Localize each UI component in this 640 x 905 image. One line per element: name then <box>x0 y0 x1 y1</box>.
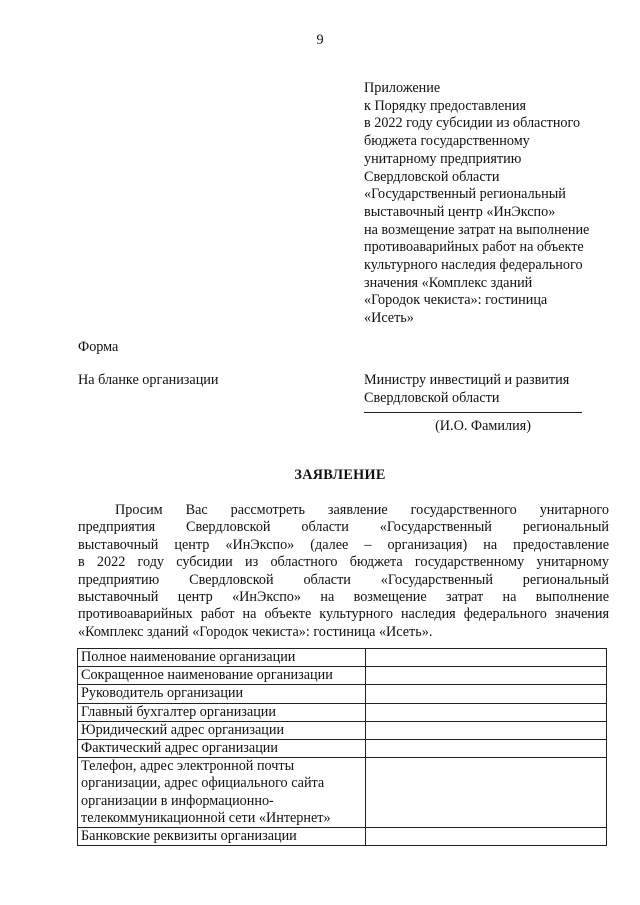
body-line: противоаварийных работ на объекте культурного наследия федерального значения <box>78 606 609 623</box>
appendix-line: выставочный центр «ИнЭкспо» <box>364 203 556 220</box>
table-label: Сокращенное наименование организации <box>78 667 366 685</box>
appendix-line: унитарному предприятию <box>364 150 522 167</box>
table-label: Руководитель организации <box>78 685 366 703</box>
recipient-line: Министру инвестиций и развития <box>364 372 570 388</box>
appendix-line: в 2022 году субсидии из областного <box>364 115 581 132</box>
appendix-line: на возмещение затрат на выполнение <box>364 221 590 238</box>
table-label-line: Телефон, адрес электронной почты <box>81 758 295 775</box>
appendix-line: значения «Комплекс зданий <box>364 274 533 291</box>
body-line: выставочный центр «ИнЭкспо» на возмещение затрат на выполнение <box>78 588 609 605</box>
table-label: Полное наименование организации <box>78 649 366 667</box>
body-line: предприятию Свердловской области «Государственный региональный <box>78 571 609 588</box>
table-label: Фактический адрес организации <box>78 740 366 758</box>
table-row <box>78 758 607 828</box>
appendix-header <box>364 80 634 328</box>
table-label-line: организации, адрес официального сайта <box>81 775 325 792</box>
document-title: ЗАЯВЛЕНИЕ <box>294 467 386 483</box>
appendix-line: культурного наследия федерального <box>364 257 583 274</box>
table-row <box>78 667 607 685</box>
appendix-line: «Городок чекиста»: гостиница <box>364 292 548 309</box>
signature-name: (И.О. Фамилия) <box>435 418 531 434</box>
table-value-cell[interactable] <box>366 667 607 685</box>
table-label-contacts <box>78 758 366 828</box>
recipient-line: Свердловской области <box>364 389 500 406</box>
table-value-cell[interactable] <box>366 758 607 828</box>
appendix-line: противоаварийных работ на объекте <box>364 239 584 256</box>
table-label-line: организации в информационно- <box>81 792 274 809</box>
table-label: Главный бухгалтер организации <box>78 703 366 721</box>
body-line: «Комплекс зданий «Городок чекиста»: гостиница «Исеть». <box>78 623 433 640</box>
table-row <box>78 649 607 667</box>
appendix-line: «Государственный региональный <box>364 186 566 203</box>
table-row <box>78 685 607 703</box>
table-row <box>78 721 607 739</box>
signature-line <box>364 412 582 413</box>
body-line: Просим Вас рассмотреть заявление государственного унитарного <box>115 502 609 518</box>
appendix-line: Свердловской области <box>364 168 500 185</box>
table-value-cell[interactable] <box>366 828 607 846</box>
form-label: Форма <box>78 339 119 355</box>
table-value-cell[interactable] <box>366 649 607 667</box>
body-paragraph <box>78 502 609 641</box>
table-value-cell[interactable] <box>366 685 607 703</box>
body-line: в 2022 году субсидии из областного бюджета государственному унитарному <box>78 554 609 571</box>
organization-details-table <box>77 648 607 846</box>
table-value-cell[interactable] <box>366 703 607 721</box>
appendix-line: к Порядку предоставления <box>364 97 526 114</box>
table-label: Юридический адрес организации <box>78 721 366 739</box>
table-row <box>78 703 607 721</box>
appendix-line: бюджета государственному <box>364 133 530 150</box>
table-label: Банковские реквизиты организации <box>78 828 366 846</box>
table-value-cell[interactable] <box>366 740 607 758</box>
letterhead-label: На бланке организации <box>78 372 219 388</box>
table-row <box>78 828 607 846</box>
recipient-block <box>364 372 569 407</box>
appendix-line: Приложение <box>364 80 441 96</box>
body-line: предприятия Свердловской области «Государственный региональный <box>78 519 609 536</box>
page-number: 9 <box>316 32 324 48</box>
table-label-line: телекоммуникационной сети «Интернет» <box>81 809 331 826</box>
appendix-line: «Исеть» <box>364 310 414 327</box>
table-row <box>78 740 607 758</box>
table-value-cell[interactable] <box>366 721 607 739</box>
body-line: выставочный центр «ИнЭкспо» (далее – организация) на предоставление <box>78 536 609 553</box>
